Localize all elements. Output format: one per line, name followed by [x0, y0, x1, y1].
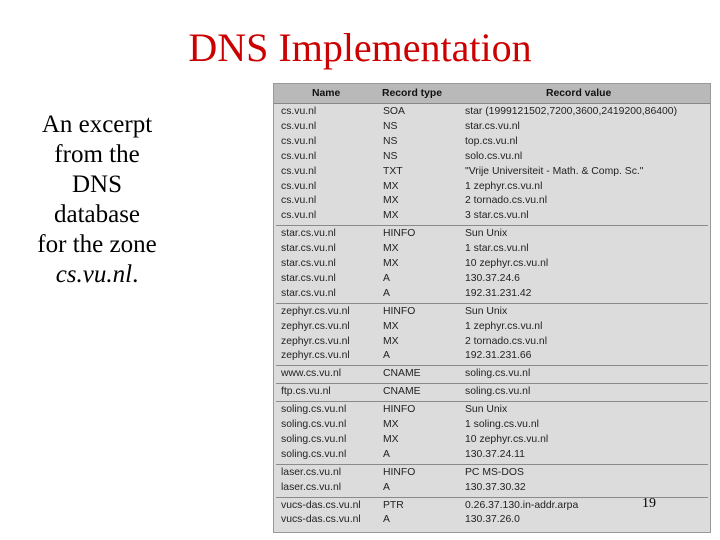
group-separator [276, 225, 708, 226]
record-type-cell: HINFO [383, 404, 416, 416]
record-type-cell: MX [383, 195, 399, 207]
record-name-cell: ftp.cs.vu.nl [281, 386, 331, 398]
page-number: 19 [642, 496, 656, 511]
record-name-cell: cs.vu.nl [281, 165, 317, 177]
table-row [276, 272, 708, 287]
header-record-value: Record value [546, 88, 612, 99]
table-row [276, 513, 708, 528]
record-type-cell: A [383, 287, 390, 299]
table-row [276, 209, 708, 224]
record-type-cell: MX [383, 419, 399, 430]
table-row [276, 227, 708, 242]
table-row [276, 403, 708, 418]
record-value-cell: Sun Unix [465, 404, 508, 416]
dns-records-table [273, 83, 711, 533]
group-separator [276, 365, 708, 366]
record-name-cell: zephyr.cs.vu.nl [281, 320, 350, 332]
record-type-cell: MX [383, 180, 399, 192]
caption-line: from the [54, 141, 140, 168]
caption-line: An excerpt [41, 111, 153, 138]
record-type-cell: PTR [383, 499, 404, 511]
record-value-cell: Sun Unix [465, 228, 508, 240]
table-row [276, 105, 708, 120]
record-value-cell: star (1999121502,7200,3600,2419200,86400) [465, 106, 678, 117]
record-value-cell: 130.37.24.11 [465, 448, 525, 460]
record-name-cell: www.cs.vu.nl [281, 368, 342, 380]
caption-line: DNS [71, 171, 122, 198]
table-row [276, 418, 708, 433]
table-row [276, 335, 708, 350]
record-value-cell: 130.37.26.0 [465, 514, 520, 526]
caption-zone-name: cs.vu.nl [55, 261, 133, 288]
record-type-cell: MX [383, 243, 399, 255]
table-row [276, 120, 708, 135]
record-name-cell: star.cs.vu.nl [281, 287, 336, 299]
header-name: Name [312, 88, 341, 99]
table-row [276, 287, 708, 302]
record-name-cell: cs.vu.nl [281, 120, 317, 132]
record-type-cell: MX [383, 335, 399, 347]
record-type-cell: TXT [383, 165, 403, 177]
record-type-cell: A [383, 514, 390, 526]
record-type-cell: A [383, 448, 390, 460]
table-row [276, 165, 708, 180]
header-record-type: Record type [382, 88, 443, 99]
record-name-cell: star.cs.vu.nl [281, 243, 336, 255]
record-value-cell: 130.37.24.6 [465, 272, 520, 284]
record-value-cell: star.cs.vu.nl [465, 120, 520, 132]
record-name-cell: soling.cs.vu.nl [281, 448, 347, 460]
record-name-cell: laser.cs.vu.nl [281, 481, 342, 493]
record-value-cell: 1 soling.cs.vu.nl [465, 419, 539, 430]
record-type-cell: CNAME [383, 368, 421, 380]
group-separator [276, 401, 708, 402]
record-value-cell: 10 zephyr.cs.vu.nl [465, 433, 549, 445]
slide-title: DNS Implementation [188, 25, 532, 70]
table-row [276, 448, 708, 463]
table-row [276, 135, 708, 150]
record-value-cell: 3 star.cs.vu.nl [465, 210, 529, 222]
record-name-cell: vucs-das.cs.vu.nl [281, 499, 361, 511]
record-value-cell: 130.37.30.32 [465, 481, 526, 493]
record-value-cell: 10 zephyr.cs.vu.nl [465, 258, 549, 269]
record-type-cell: HINFO [383, 305, 416, 317]
table-row [276, 305, 708, 320]
table-row [276, 194, 708, 209]
record-type-cell: MX [383, 433, 399, 445]
record-name-cell: zephyr.cs.vu.nl [281, 335, 350, 347]
record-type-cell: MX [383, 258, 399, 269]
record-type-cell: MX [383, 210, 399, 222]
record-value-cell: Sun Unix [465, 305, 508, 317]
record-name-cell: vucs-das.cs.vu.nl [281, 514, 361, 526]
record-name-cell: cs.vu.nl [281, 180, 317, 192]
table-row [276, 257, 708, 272]
record-type-cell: NS [383, 150, 398, 162]
record-name-cell: cs.vu.nl [281, 195, 317, 207]
caption-zone-line [22, 260, 172, 290]
record-type-cell: NS [383, 135, 398, 147]
record-value-cell: soling.cs.vu.nl [465, 368, 531, 380]
table-row [276, 349, 708, 364]
slide-caption [22, 110, 172, 290]
record-type-cell: NS [383, 120, 398, 132]
table-row [276, 433, 708, 448]
record-value-cell: top.cs.vu.nl [465, 135, 518, 147]
record-name-cell: cs.vu.nl [281, 210, 317, 222]
record-name-cell: star.cs.vu.nl [281, 258, 336, 269]
group-separator [276, 303, 708, 304]
group-separator [276, 464, 708, 465]
record-type-cell: MX [383, 320, 399, 332]
record-type-cell: A [383, 350, 390, 362]
record-name-cell: star.cs.vu.nl [281, 228, 336, 240]
record-value-cell: 0.26.37.130.in-addr.arpa [465, 499, 579, 511]
record-name-cell: zephyr.cs.vu.nl [281, 305, 350, 317]
table-header-row [274, 84, 710, 104]
record-type-cell: HINFO [383, 466, 416, 478]
record-type-cell: CNAME [383, 386, 421, 398]
table-row [276, 367, 708, 382]
record-name-cell: cs.vu.nl [281, 150, 317, 162]
record-type-cell: A [383, 272, 390, 284]
table-row [276, 385, 708, 400]
record-value-cell: "Vrije Universiteit - Math. & Comp. Sc." [465, 165, 644, 177]
record-type-cell: HINFO [383, 228, 416, 240]
record-value-cell: 1 star.cs.vu.nl [465, 243, 529, 255]
table-row [276, 242, 708, 257]
record-name-cell: soling.cs.vu.nl [281, 433, 347, 445]
record-name-cell: soling.cs.vu.nl [281, 404, 347, 416]
record-name-cell: soling.cs.vu.nl [281, 419, 347, 430]
record-name-cell: zephyr.cs.vu.nl [281, 350, 350, 362]
caption-zone-punct: . [132, 261, 139, 288]
group-separator [276, 383, 708, 384]
table-row [276, 320, 708, 335]
record-name-cell: star.cs.vu.nl [281, 272, 336, 284]
table-row [276, 481, 708, 496]
table-row [276, 150, 708, 165]
record-value-cell: solo.cs.vu.nl [465, 150, 523, 162]
record-value-cell: 192.31.231.42 [465, 287, 532, 299]
record-value-cell: 2 tornado.cs.vu.nl [465, 335, 548, 347]
table-row [276, 466, 708, 481]
record-name-cell: cs.vu.nl [281, 135, 317, 147]
caption-line: database [53, 201, 141, 228]
table-row [276, 180, 708, 195]
record-value-cell: 1 zephyr.cs.vu.nl [465, 320, 543, 332]
caption-line: for the zone [37, 231, 157, 258]
record-name-cell: laser.cs.vu.nl [281, 466, 342, 478]
record-value-cell: PC MS-DOS [465, 466, 524, 478]
record-value-cell: 192.31.231.66 [465, 350, 532, 362]
record-value-cell: 2 tornado.cs.vu.nl [465, 195, 548, 207]
record-type-cell: A [383, 481, 390, 493]
record-name-cell: cs.vu.nl [281, 106, 317, 117]
record-value-cell: 1 zephyr.cs.vu.nl [465, 180, 543, 192]
record-value-cell: soling.cs.vu.nl [465, 386, 531, 398]
record-type-cell: SOA [383, 106, 405, 117]
